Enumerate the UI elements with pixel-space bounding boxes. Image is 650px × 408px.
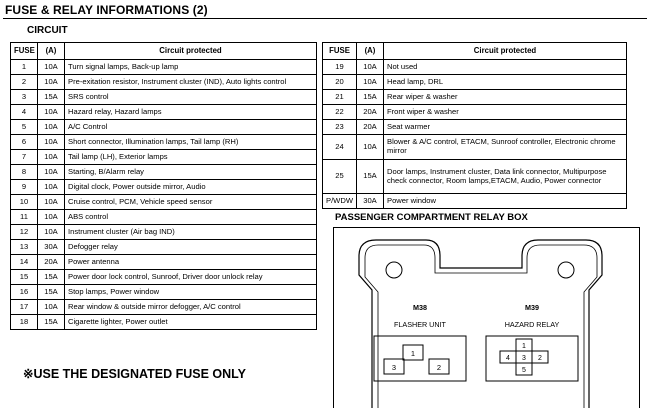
- fuse-number-cell: 25: [323, 160, 357, 194]
- fuse-number-cell: 9: [11, 180, 38, 195]
- table-row: [323, 90, 627, 105]
- table-row: [323, 160, 627, 194]
- fuse-amperage-cell: 15A: [357, 90, 384, 105]
- fuse-number-cell: 16: [11, 285, 38, 300]
- table-row: [11, 240, 317, 255]
- fuse-number-cell: 10: [11, 195, 38, 210]
- fuse-number-cell: 21: [323, 90, 357, 105]
- circuit-cell: Rear wiper & washer: [384, 90, 627, 105]
- fuse-number-cell: 20: [323, 75, 357, 90]
- table-row: [11, 225, 317, 240]
- table-row: [323, 75, 627, 90]
- fuse-amperage-cell: 10A: [38, 165, 65, 180]
- table-row: [11, 180, 317, 195]
- fuse-number-cell: 19: [323, 60, 357, 75]
- fuse-number-cell: 15: [11, 270, 38, 285]
- table-header-row: [323, 43, 627, 60]
- title-divider: [3, 18, 647, 19]
- fuse-amperage-cell: 15A: [38, 285, 65, 300]
- fuse-number-cell: 3: [11, 90, 38, 105]
- fuse-amperage-cell: 30A: [38, 240, 65, 255]
- fuse-amperage-cell: 10A: [38, 75, 65, 90]
- section-label: CIRCUIT: [27, 25, 68, 36]
- m38-name: FLASHER UNIT: [394, 320, 446, 329]
- fuse-number-cell: 8: [11, 165, 38, 180]
- m38-code: M38: [413, 303, 427, 312]
- fuse-number-cell: 7: [11, 150, 38, 165]
- fuse-table-right: [322, 42, 627, 209]
- table-row: [11, 270, 317, 285]
- fuse-number-cell: 24: [323, 135, 357, 160]
- m39-pin-1-label: 1: [522, 343, 526, 350]
- table-row: [11, 90, 317, 105]
- fuse-amperage-cell: 10A: [357, 60, 384, 75]
- circuit-cell: Cruise control, PCM, Vehicle speed sensor: [65, 195, 317, 210]
- circuit-cell: Hazard relay, Hazard lamps: [65, 105, 317, 120]
- fuse-amperage-cell: 20A: [357, 105, 384, 120]
- table-row: [323, 120, 627, 135]
- table-row: [11, 105, 317, 120]
- table-row: [11, 315, 317, 330]
- table-row: [11, 210, 317, 225]
- table-header-row: [11, 43, 317, 60]
- circuit-cell: Instrument cluster (Air bag IND): [65, 225, 317, 240]
- circuit-cell: Short connector, Illumination lamps, Tail lamp (RH): [65, 135, 317, 150]
- circuit-cell: Cigarette lighter, Power outlet: [65, 315, 317, 330]
- fuse-amperage-cell: 10A: [357, 135, 384, 160]
- fuse-amperage-cell: 30A: [357, 194, 384, 209]
- fuse-amperage-cell: 15A: [38, 90, 65, 105]
- fuse-number-cell: 23: [323, 120, 357, 135]
- table-row: [11, 300, 317, 315]
- fuse-amperage-cell: 10A: [38, 180, 65, 195]
- m39-name: HAZARD RELAY: [504, 320, 560, 329]
- table-row: [11, 255, 317, 270]
- fuse-amperage-cell: 10A: [38, 135, 65, 150]
- m39-pin-2-label: 2: [538, 355, 542, 362]
- table-row: [11, 165, 317, 180]
- circuit-cell: Power antenna: [65, 255, 317, 270]
- circuit-cell: Stop lamps, Power window: [65, 285, 317, 300]
- fuse-number-cell: 22: [323, 105, 357, 120]
- fuse-number-cell: 18: [11, 315, 38, 330]
- circuit-cell: Pre-exitation resistor, Instrument cluster (IND), Auto lights control: [65, 75, 317, 90]
- amp-header: (A): [38, 43, 65, 60]
- fuse-number-cell: 12: [11, 225, 38, 240]
- fuse-amperage-cell: 20A: [357, 120, 384, 135]
- table-row: [11, 135, 317, 150]
- fuse-number-cell: 17: [11, 300, 38, 315]
- circuit-cell: Power window: [384, 194, 627, 209]
- fuse-amperage-cell: 10A: [38, 195, 65, 210]
- circuit-cell: Defogger relay: [65, 240, 317, 255]
- m38-pin-3-label: 3: [391, 363, 397, 372]
- m39-pin-3-label: 3: [522, 355, 526, 362]
- fuse-number-cell: 6: [11, 135, 38, 150]
- circuit-cell: Starting, B/Alarm relay: [65, 165, 317, 180]
- circuit-cell: ABS control: [65, 210, 317, 225]
- table-row: [323, 135, 627, 160]
- table-row: [11, 285, 317, 300]
- fuse-amperage-cell: 20A: [38, 255, 65, 270]
- table-row: [11, 60, 317, 75]
- fuse-amperage-cell: 10A: [38, 300, 65, 315]
- fuse-amperage-cell: 15A: [38, 315, 65, 330]
- circuit-cell: Rear window & outside mirror defogger, A/C control: [65, 300, 317, 315]
- fuse-number-cell: 5: [11, 120, 38, 135]
- fuse-number-cell: 11: [11, 210, 38, 225]
- circuit-cell: Door lamps, Instrument cluster, Data link connector, Multipurpose check connector, Room lamps,ETACM, Audio, Power connector: [384, 160, 627, 194]
- relay-box-diagram: [334, 228, 639, 408]
- table-row: [11, 120, 317, 135]
- table-row: [11, 75, 317, 90]
- circuit-cell: Digital clock, Power outside mirror, Audio: [65, 180, 317, 195]
- fuse-number-cell: 13: [11, 240, 38, 255]
- fuse-amperage-cell: 15A: [357, 160, 384, 194]
- table-row: [323, 60, 627, 75]
- relay-box-frame: [333, 227, 640, 408]
- fuse-amperage-cell: 10A: [38, 120, 65, 135]
- fuse-number-cell: 1: [11, 60, 38, 75]
- fuse-amperage-cell: 10A: [38, 210, 65, 225]
- m38-pin-2-label: 2: [436, 363, 442, 372]
- fuse-amperage-cell: 10A: [357, 75, 384, 90]
- fuse-header: FUSE: [323, 43, 357, 60]
- fuse-amperage-cell: 10A: [38, 60, 65, 75]
- fuse-amperage-cell: 10A: [38, 105, 65, 120]
- circuit-header: Circuit protected: [384, 43, 627, 60]
- table-row: [11, 150, 317, 165]
- fuse-warning-note: ※USE THE DESIGNATED FUSE ONLY: [23, 367, 247, 381]
- circuit-cell: Power door lock control, Sunroof, Driver door unlock relay: [65, 270, 317, 285]
- fuse-amperage-cell: 10A: [38, 150, 65, 165]
- fuse-number-cell: P/WDW: [323, 194, 357, 209]
- circuit-cell: Not used: [384, 60, 627, 75]
- circuit-cell: Front wiper & washer: [384, 105, 627, 120]
- amp-header: (A): [357, 43, 384, 60]
- page-title: FUSE & RELAY INFORMATIONS (2): [5, 3, 208, 17]
- table-row: [11, 195, 317, 210]
- m39-pin-5-label: 5: [522, 367, 526, 374]
- relay-box-title: PASSENGER COMPARTMENT RELAY BOX: [335, 212, 528, 223]
- circuit-cell: Seat warmer: [384, 120, 627, 135]
- circuit-cell: SRS control: [65, 90, 317, 105]
- table-row: [323, 105, 627, 120]
- fuse-number-cell: 14: [11, 255, 38, 270]
- m38-pin-1-label: 1: [410, 349, 416, 358]
- fuse-amperage-cell: 15A: [38, 270, 65, 285]
- circuit-cell: Tail lamp (LH), Exterior lamps: [65, 150, 317, 165]
- fuse-number-cell: 2: [11, 75, 38, 90]
- fuse-number-cell: 4: [11, 105, 38, 120]
- circuit-cell: A/C Control: [65, 120, 317, 135]
- circuit-cell: Head lamp, DRL: [384, 75, 627, 90]
- fuse-amperage-cell: 10A: [38, 225, 65, 240]
- m39-pin-4-label: 4: [506, 355, 510, 362]
- circuit-header: Circuit protected: [65, 43, 317, 60]
- fuse-header: FUSE: [11, 43, 38, 60]
- circuit-cell: Turn signal lamps, Back-up lamp: [65, 60, 317, 75]
- circuit-cell: Blower & A/C control, ETACM, Sunroof controller, Electronic chrome mirror: [384, 135, 627, 160]
- m39-code: M39: [525, 303, 539, 312]
- fuse-table-left: [10, 42, 317, 330]
- table-row: [323, 194, 627, 209]
